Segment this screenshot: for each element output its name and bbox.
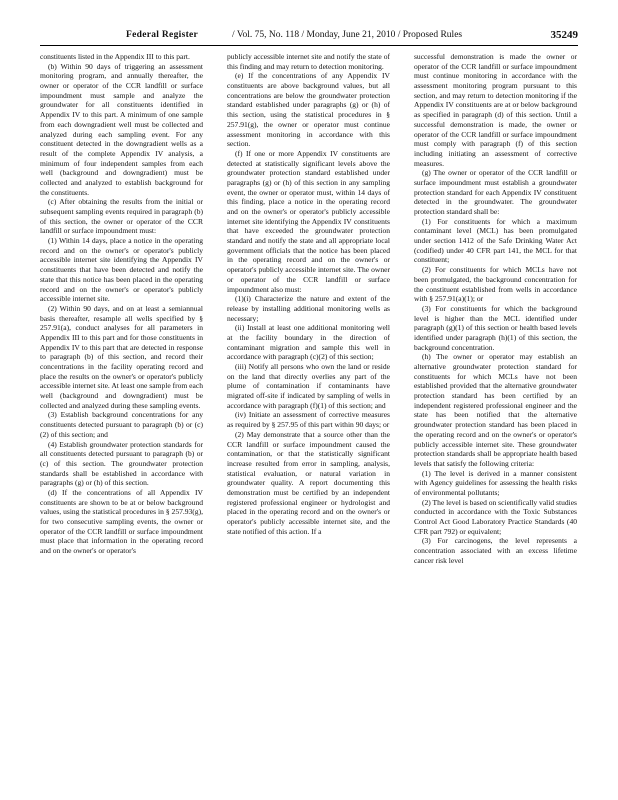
paragraph: (3) For constituents for which the background level is higher than the MCL identified under paragraph (g)(1) of this section or health based levels identified under paragraph (h)(1) of this section, the background concentration. xyxy=(414,303,577,352)
paragraph: (1) Within 14 days, place a notice in the operating record and on the owner's or operator's publicly accessible internet site identifying the Appendix IV constituents that have been detected and notify the state that this notice has been placed in the operating record and on the owner's or operator's publicly accessible internet site. xyxy=(40,236,203,304)
paragraph: (g) The owner or operator of the CCR landfill or surface impoundment must establish a groundwater protection standard for each Appendix IV constituent detected in the groundwater. The groundwater protection standard shall be: xyxy=(414,168,577,216)
header-rule xyxy=(40,45,578,46)
paragraph: (2) For constituents for which MCLs have not been promulgated, the background concentration for the constituent established from wells in accordance with § 257.91(a)(1); or xyxy=(414,265,577,304)
publication-title: Federal Register xyxy=(126,30,199,40)
paragraph: successful demonstration is made the owner or operator of the CCR landfill or surface impoundment must continue monitoring in accordance with the assessment monitoring program pursuant to this section, and may return to detection monitoring if the Appendix IV constituents are at or below background as specified in paragraph (d) of this section. Until a successful demonstration is made, the owner or operator of the CCR landfill or surface impoundment must comply with paragraph (f) of this section including initiating an assessment of corrective measures. xyxy=(414,52,577,168)
paragraph: (iv) Initiate an assessment of corrective measures as required by § 257.95 of this part within 90 days; or xyxy=(227,410,390,430)
paragraph: (4) Establish groundwater protection standards for all constituents detected pursuant to paragraph (b) or (c) of this section. The groundwater protection standards shall be established in accordance with paragraphs (g) or (h) of this section. xyxy=(40,439,203,488)
paragraph: (f) If one or more Appendix IV constituents are detected at statistically significant levels above the groundwater protection standard established under paragraphs (g) or (h) of this section in any sampling event, the owner or operator must, within 14 days of this finding, place a notice in the operating record and on the owner's or operator's publicly accessible internet site identifying the Appendix IV constituents that have exceeded the groundwater protection standard and notify the state and all appropriate local government officials that the notice has been placed in the operating record and on the owner's or operator's publicly accessible internet site. The owner or operator of the CCR landfill or surface impoundment also must: xyxy=(227,148,390,294)
paragraph: (c) After obtaining the results from the initial or subsequent sampling events required in paragraph (b) of this section, the owner or operator of the CCR landfill or surface impoundment must: xyxy=(40,197,203,236)
paragraph: (2) The level is based on scientifically valid studies conducted in accordance with the Toxic Substances Control Act Good Laboratory Practice Standards (40 CFR part 792) or equivalent; xyxy=(414,497,577,536)
paragraph: (d) If the concentrations of all Appendix IV constituents are shown to be at or below background values, using the statistical procedures in § 257.93(g), for two consecutive sampling events, the owner or operator of the CCR landfill or surface impoundment must place that information in the operating record and on the owner's or operator's xyxy=(40,487,203,556)
page-number: 35249 xyxy=(550,29,578,41)
paragraph: (b) Within 90 days of triggering an assessment monitoring program, and annually thereafter, the owner or operator of the CCR landfill or surface impoundment must sample and analyze the groundwater for all constituents identified in Appendix IV to this part. A minimum of one sample from each downgradient well must be collected and analyzed during each sampling event. For any constituent detected in the downgradient wells as a result of the complete Appendix IV analysis, a minimum of four independent samples from each well (background and downgradient) must be collected and analyzed to establish background for the constituents. xyxy=(40,61,203,197)
page-header xyxy=(40,30,578,44)
paragraph: (1) The level is derived in a manner consistent with Agency guidelines for assessing the health risks of environmental pollutants; xyxy=(414,468,577,497)
paragraph: (e) If the concentrations of any Appendix IV constituents are above background values, but all concentrations are below the groundwater protection standard established under paragraphs (g) or (h) of this section, using the statistical procedures in § 257.91(g), the owner or operator must continue assessment monitoring in accordance with this section. xyxy=(227,71,390,149)
paragraph: (1)(i) Characterize the nature and extent of the release by installing additional monitoring wells as necessary; xyxy=(227,294,390,323)
column-3 xyxy=(414,52,577,565)
column-1 xyxy=(40,52,203,556)
paragraph: (iii) Notify all persons who own the land or reside on the land that directly overlies any part of the plume of contamination if contaminants have migrated off-site if indicated by sampling of wells in accordance with paragraph (f)(1) of this section; and xyxy=(227,362,390,410)
paragraph: (ii) Install at least one additional monitoring well at the facility boundary in the direction of contaminant migration and sample this well in accordance with paragraph (c)(2) of this section; xyxy=(227,323,390,362)
paragraph: (2) May demonstrate that a source other than the CCR landfill or surface impoundment caused the contamination, or that the statistically significant increase resulted from error in sampling, analysis, statistical evaluation, or natural variation in groundwater quality. A report documenting this demonstration must be certified by an independent registered professional engineer or hydrologist and placed in the operating record and on the owner's or operator's publicly accessible internet site, and the state notified of this action. If a xyxy=(227,429,390,536)
column-2 xyxy=(227,52,390,536)
issue-info: / Vol. 75, No. 118 / Monday, June 21, 2010 / Proposed Rules xyxy=(232,30,463,40)
paragraph: (3) For carcinogens, the level represents a concentration associated with an excess lifetime cancer risk level xyxy=(414,536,577,565)
paragraph: (1) For constituents for which a maximum contaminant level (MCL) has been promulgated under section 1412 of the Safe Drinking Water Act (codified) under 40 CFR part 141, the MCL for that constituent; xyxy=(414,216,577,265)
paragraph: (2) Within 90 days, and on at least a semiannual basis thereafter, resample all wells specified by § 257.91(a), conduct analyses for all parameters in Appendix III to this part and for those constituents in Appendix IV to this part that are detected in response to paragraph (b) of this section, and record their concentrations in the facility operating record and place the results on the owner's or operator's publicly accessible internet site. At least one sample from each well (background and downgradient) must be collected and analyzed during these sampling events. xyxy=(40,303,203,410)
paragraph: constituents listed in the Appendix III to this part. xyxy=(40,52,190,61)
paragraph: publicly accessible internet site and notify the state of this finding and may return to detection monitoring. xyxy=(227,52,390,71)
paragraph: (h) The owner or operator may establish an alternative groundwater protection standard for constituents for which MCLs have not been established provided that the alternative groundwater protection standard has been certified by an independent registered professional engineer and the state has been notified that the alternative groundwater protection standard has been placed in the operating record and on the owner's or operator's publicly accessible internet site. These groundwater protection standards shall be appropriate health based levels that satisfy the following criteria: xyxy=(414,352,577,468)
paragraph: (3) Establish background concentrations for any constituents detected pursuant to paragraph (b) or (c)(2) of this section; and xyxy=(40,410,203,439)
